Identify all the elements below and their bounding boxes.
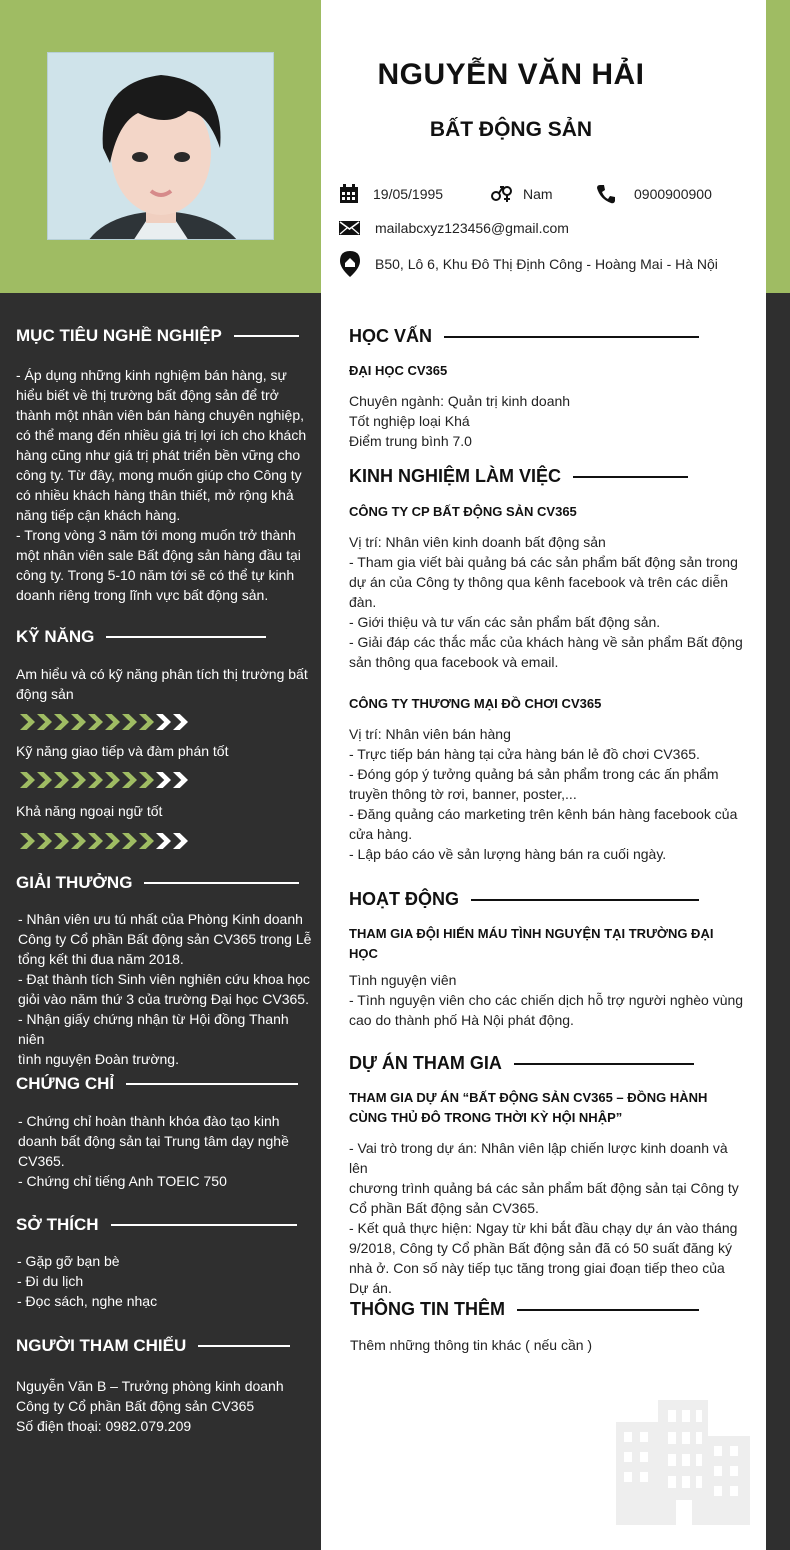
company-name: CÔNG TY THƯƠNG MẠI ĐỒ CHƠI CV365 xyxy=(349,696,602,711)
gender-row xyxy=(490,184,553,204)
skill-arrow-icon xyxy=(122,714,137,730)
job-title: BẤT ĐỘNG SẢN xyxy=(429,118,593,141)
skill-arrow-icon xyxy=(156,833,171,849)
email-icon xyxy=(339,220,360,236)
email-row xyxy=(339,220,569,236)
skill-item: Am hiểu và có kỹ năng phân tích thị trường bất động sản xyxy=(16,666,308,702)
company-name: CÔNG TY CP BẤT ĐỘNG SẢN CV365 xyxy=(349,504,577,519)
projects-title: DỰ ÁN THAM GIA xyxy=(349,1053,502,1073)
gender-icon xyxy=(490,184,512,204)
skill-arrow-icon xyxy=(71,772,86,788)
section-divider xyxy=(517,1309,699,1311)
projects-section xyxy=(349,1053,749,1298)
experience-section xyxy=(349,466,749,864)
objective-title: MỤC TIÊU NGHỀ NGHIỆP xyxy=(16,326,222,345)
references-text: Nguyễn Văn B – Trưởng phòng kinh doanh Công ty Cổ phần Bất động sản CV365 Số điện thoại: 0982.079.209 xyxy=(16,1378,284,1434)
skill-item: Kỹ năng giao tiếp và đàm phán tốt xyxy=(16,743,229,759)
skill-arrow-icon xyxy=(173,714,188,730)
education-details: Chuyên ngành: Quản trị kinh doanh Tốt nghiệp loại Khá Điểm trung bình 7.0 xyxy=(349,393,571,449)
section-divider xyxy=(234,335,299,337)
skill-arrow-icon xyxy=(105,714,120,730)
skill-arrow-icon xyxy=(71,714,86,730)
right-accent-strip xyxy=(766,0,790,293)
calendar-icon xyxy=(339,184,359,204)
skill-arrow-icon xyxy=(173,833,188,849)
skill-arrow-icon xyxy=(156,714,171,730)
awards-title: GIẢI THƯỞNG xyxy=(16,873,133,892)
skill-arrow-icon xyxy=(54,772,69,788)
school-name: ĐẠI HỌC CV365 xyxy=(349,363,448,378)
birthdate-row xyxy=(339,184,443,204)
skill-rating xyxy=(20,770,320,790)
hobbies-section xyxy=(16,1215,316,1311)
building-icon xyxy=(616,1400,750,1525)
skill-arrow-icon xyxy=(20,833,35,849)
phone-row xyxy=(597,184,712,204)
awards-section xyxy=(16,873,316,1069)
certificates-text: - Chứng chỉ hoàn thành khóa đào tạo kinh doanh bất động sản tại Trung tâm dạy nghề CV365. - Chứng chỉ tiếng Anh TOEIC 750 xyxy=(18,1113,289,1189)
candidate-name: NGUYỄN VĂN HẢI xyxy=(377,58,645,91)
awards-text: - Nhân viên ưu tú nhất của Phòng Kinh doanh Công ty Cổ phần Bất động sản CV365 trong Lễ tổng kết thi đua năm 2018. - Đạt thành tích Sinh viên nghiên cứu khoa học giỏi vào năm thứ 3 của trường Đại học CV365. - Nhận giấy chứng nhận từ Hội đồng Thanh niên tình nguyện Đoàn trường. xyxy=(18,911,312,1067)
additional-text: Thêm những thông tin khác ( nếu cần ) xyxy=(350,1337,593,1353)
section-divider xyxy=(126,1083,298,1085)
skill-arrow-icon xyxy=(54,833,69,849)
section-divider xyxy=(471,899,699,901)
certificates-title: CHỨNG CHỈ xyxy=(16,1074,115,1093)
section-divider xyxy=(444,336,699,338)
additional-section xyxy=(350,1299,750,1355)
skills-title: KỸ NĂNG xyxy=(16,627,95,646)
phone-value: 0900900900 xyxy=(634,186,712,202)
skill-arrow-icon xyxy=(173,772,188,788)
skill-arrow-icon xyxy=(139,833,154,849)
activities-title: HOẠT ĐỘNG xyxy=(349,889,459,909)
skill-rating xyxy=(20,831,320,851)
objective-text: - Áp dụng những kinh nghiệm bán hàng, sự hiểu biết về thị trường bất động sản để trở thành một nhân viên bán hàng chuyên nghiệp, có thể mang đến nhiều giá trị lợi ích cho khách hàng cũng như giá trị phát triển bền vững cho công ty. Từ đây, mong muốn giúp cho Công ty có nhiều khách hàng thân thiết, mở rộng khả năng tiếp cận khách hàng. - Trong vòng 3 năm tới mong muốn trở thành một nhân viên sale Bất động sản hàng đầu tại công ty. Trong 5-10 năm tới sẽ có thể tự kinh doanh riêng trong lĩnh vực bất động sản. xyxy=(16,367,307,603)
right-dark-strip xyxy=(766,293,790,1550)
address-value: B50, Lô 6, Khu Đô Thị Định Công - Hoàng Mai - Hà Nội xyxy=(375,256,718,272)
skill-arrow-icon xyxy=(88,833,103,849)
activities-section xyxy=(349,889,749,1030)
skill-arrow-icon xyxy=(122,833,137,849)
skill-arrow-icon xyxy=(20,714,35,730)
section-divider xyxy=(144,882,299,884)
references-title: NGƯỜI THAM CHIẾU xyxy=(16,1336,187,1355)
references-section xyxy=(16,1336,316,1436)
email-value: mailabcxyz123456@gmail.com xyxy=(375,220,569,236)
section-divider xyxy=(198,1345,290,1347)
skill-arrow-icon xyxy=(122,772,137,788)
skill-arrow-icon xyxy=(54,714,69,730)
certificates-section xyxy=(16,1074,316,1191)
hobbies-text: - Gặp gỡ bạn bè - Đi du lịch - Đọc sách, nghe nhạc xyxy=(17,1253,158,1309)
skill-rating xyxy=(20,712,320,732)
additional-title: THÔNG TIN THÊM xyxy=(350,1299,505,1319)
activity-details: Tình nguyện viên - Tình nguyện viên cho các chiến dịch hỗ trợ người nghèo vùng cao do thành phố Hà Nội phát động. xyxy=(349,972,744,1028)
skill-arrow-icon xyxy=(139,772,154,788)
skill-arrow-icon xyxy=(105,772,120,788)
skill-arrow-icon xyxy=(156,772,171,788)
job-details: Vị trí: Nhân viên kinh doanh bất động sản - Tham gia viết bài quảng bá các sản phẩm bất động sản trong dự án của Công ty thông qua kênh facebook và trên các diễn đàn. - Giới thiệu và tư vấn các sản phẩm bất động sản. - Giải đáp các thắc mắc của khách hàng về sản phẩm Bất động sản thông qua facebook và email. xyxy=(349,534,743,670)
activity-heading: THAM GIA ĐỘI HIẾN MÁU TÌNH NGUYỆN TẠI TRƯỜNG ĐẠI HỌC xyxy=(349,926,714,961)
objective-section xyxy=(16,326,316,605)
experience-title: KINH NGHIỆM LÀM VIỆC xyxy=(349,466,562,486)
hobbies-title: SỞ THÍCH xyxy=(16,1215,99,1234)
address-row xyxy=(340,251,718,277)
section-divider xyxy=(514,1063,694,1065)
skill-arrow-icon xyxy=(88,714,103,730)
skill-arrow-icon xyxy=(20,772,35,788)
phone-icon xyxy=(597,184,615,204)
skills-section xyxy=(16,627,316,647)
project-details: - Vai trò trong dự án: Nhân viên lập chiến lược kinh doanh và lên chương trình quảng bá các sản phẩm bất động sản tại Công ty Cổ phần Bất động sản CV365. - Kết quả thực hiện: Ngay từ khi bắt đầu chạy dự án vào tháng 9/2018, Công ty Cổ phần Bất động sản đã có 50 suất đăng ký nhà ở. Con số này tiếp tục tăng trong giai đoạn tiếp theo của Dự án. xyxy=(349,1140,739,1296)
location-pin-icon xyxy=(340,251,360,277)
profile-photo xyxy=(47,52,274,240)
education-section xyxy=(349,326,749,451)
section-divider xyxy=(573,476,688,478)
job-details: Vị trí: Nhân viên bán hàng - Trực tiếp bán hàng tại cửa hàng bán lẻ đồ chơi CV365. - Đóng góp ý tưởng quảng bá sản phẩm trong các ấn phẩm truyền thông tờ rơi, banner, poster,... - Đăng quảng cáo marketing trên kênh bán hàng facebook của cửa hàng. - Lập báo cáo về sản lượng hàng bán ra cuối ngày. xyxy=(349,726,738,862)
section-divider xyxy=(106,636,266,638)
skill-arrow-icon xyxy=(71,833,86,849)
skill-arrow-icon xyxy=(139,714,154,730)
skill-arrow-icon xyxy=(37,833,52,849)
project-heading: THAM GIA DỰ ÁN “BẤT ĐỘNG SẢN CV365 – ĐỒNG HÀNH CÙNG THỦ ĐÔ TRONG THỜI KỲ HỘI NHẬP” xyxy=(349,1090,708,1125)
skill-item: Khả năng ngoại ngữ tốt xyxy=(16,803,163,819)
skill-arrow-icon xyxy=(88,772,103,788)
skill-arrow-icon xyxy=(105,833,120,849)
gender-value: Nam xyxy=(523,186,553,202)
skill-arrow-icon xyxy=(37,714,52,730)
birthdate-value: 19/05/1995 xyxy=(373,186,444,202)
education-title: HỌC VẤN xyxy=(349,326,433,346)
section-divider xyxy=(111,1224,297,1226)
skill-arrow-icon xyxy=(37,772,52,788)
